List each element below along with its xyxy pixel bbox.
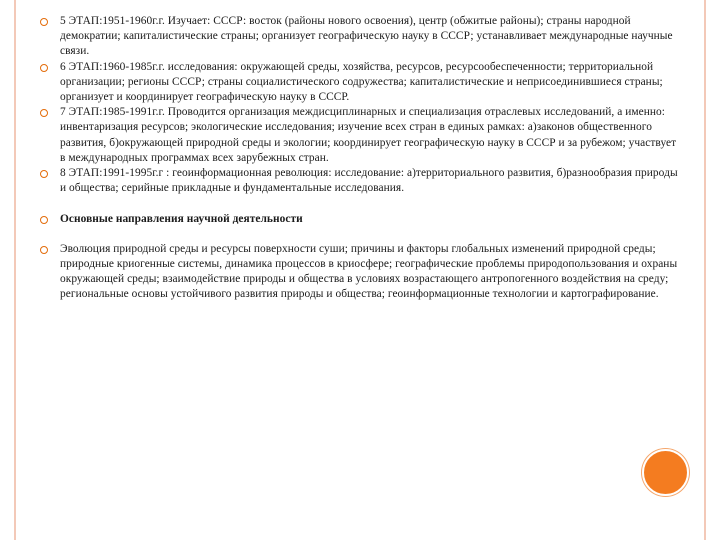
- research-directions-text: Эволюция природной среды и ресурсы поверхности суши; причины и факторы глобальных изменений природной среды; природные криогенные системы, динамика процессов в криосфере; географические проблемы природопользования и охраны окружающей среды; взаимодействие природы и общества в условиях возрастающего антропогенного воздействия на среду; региональные основы устойчивого развития природы и общества; геоинформационные технологии и картографирование.: [60, 242, 678, 301]
- list-item: [40, 14, 680, 60]
- bullet-circle-icon: [40, 64, 48, 72]
- stage-5-text: 5 ЭТАП:1951-1960г.г. Изучает: СССР: восток (районы нового освоения), центр (обжитые районы); страны народной демократии; капиталистические страны; организует географическую науку в СССР; устанавливает международные научные связи.: [60, 15, 673, 58]
- list-item: [40, 105, 680, 166]
- spacer: [40, 196, 680, 212]
- decorative-orange-circle: [642, 449, 689, 496]
- stage-6-text: 6 ЭТАП:1960-1985г.г. исследования: окружающей среды, хозяйства, ресурсов, ресурсообеспеченности; территориальной организации; регионы СССР; страны социалистического содружества; капиталистические и неприсоединившиеся страны; организует и координирует географическую науку в СССР.: [60, 60, 663, 104]
- bullet-circle-icon: [40, 216, 48, 224]
- bullet-circle-icon: [40, 246, 48, 254]
- list-item: [40, 166, 680, 196]
- slide-content: [40, 14, 680, 302]
- section-heading: Основные направления научной деятельности: [60, 213, 303, 226]
- list-item: [40, 212, 680, 227]
- list-item: [40, 60, 680, 106]
- spacer: [40, 228, 680, 242]
- stage-7-text: 7 ЭТАП:1985-1991г.г. Проводится организация междисциплинарных и специализация отраслевых исследований, а именно: инвентаризация ресурсов; экологические исследования; изучение всех стран в единых рамках: а)законов общественного развития, б)окружающей природной среды и экологии; координирует географическую науку в СССР и за рубежом; участвует в международных программах всех зарубежных стран.: [60, 106, 677, 164]
- bullet-circle-icon: [40, 18, 48, 26]
- stage-8-text: 8 ЭТАП:1991-1995г.г : геоинформационная революция: исследование: а)территориального развития, б)разнообразия природы и общества; серийные прикладные и фундаментальные исследования.: [60, 167, 678, 195]
- bullet-circle-icon: [40, 109, 48, 117]
- bullet-circle-icon: [40, 170, 48, 178]
- list-item: [40, 242, 680, 303]
